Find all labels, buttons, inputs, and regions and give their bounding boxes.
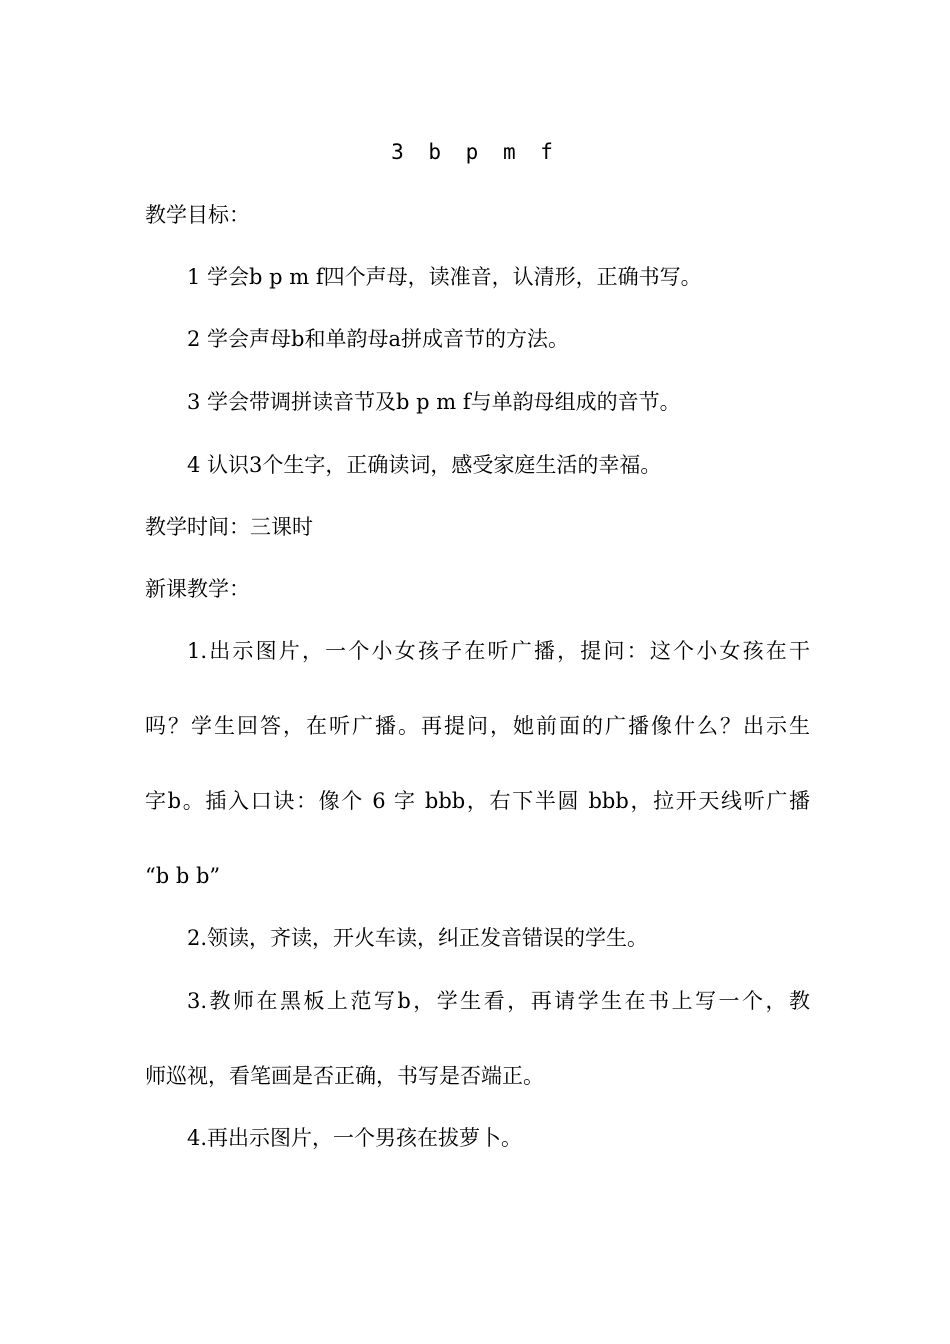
step4: 4.再出示图片，一个男孩在拔萝卜。 [187,1126,523,1150]
goal-item-1: 1 学会b p m f四个声母，读准音，认清形，正确书写。 [187,265,702,289]
teaching-time: 教学时间：三课时 [145,515,313,539]
step2: 2.领读，齐读，开火车读，纠正发音错误的学生。 [187,926,649,950]
step1-line2: 吗？学生回答，在听广播。再提问，她前面的广播像什么？出示生 [145,714,810,738]
goal-item-4: 4 认识3个生字，正确读词，感受家庭生活的幸福。 [187,453,662,477]
new-lesson-heading: 新课教学： [145,577,250,601]
step1-line4: “b b b” [145,864,221,888]
step3-line1: 3.教师在黑板上范写b，学生看，再请学生在书上写一个，教 [187,989,810,1013]
step3-line2: 师巡视，看笔画是否正确，书写是否端正。 [145,1064,544,1088]
step1-line1: 1.出示图片，一个小女孩子在听广播，提问：这个小女孩在干 [187,639,810,663]
goals-heading: 教学目标： [145,203,250,227]
goal-item-3: 3 学会带调拼读音节及b p m f与单韵母组成的音节。 [187,390,681,414]
document-title: 3 b p m f [391,140,559,164]
step1-line3: 字b。插入口诀：像个 6 字 bbb，右下半圆 bbb，拉开天线听广播 [145,789,810,813]
goal-item-2: 2 学会声母b和单韵母a拼成音节的方法。 [187,327,569,351]
